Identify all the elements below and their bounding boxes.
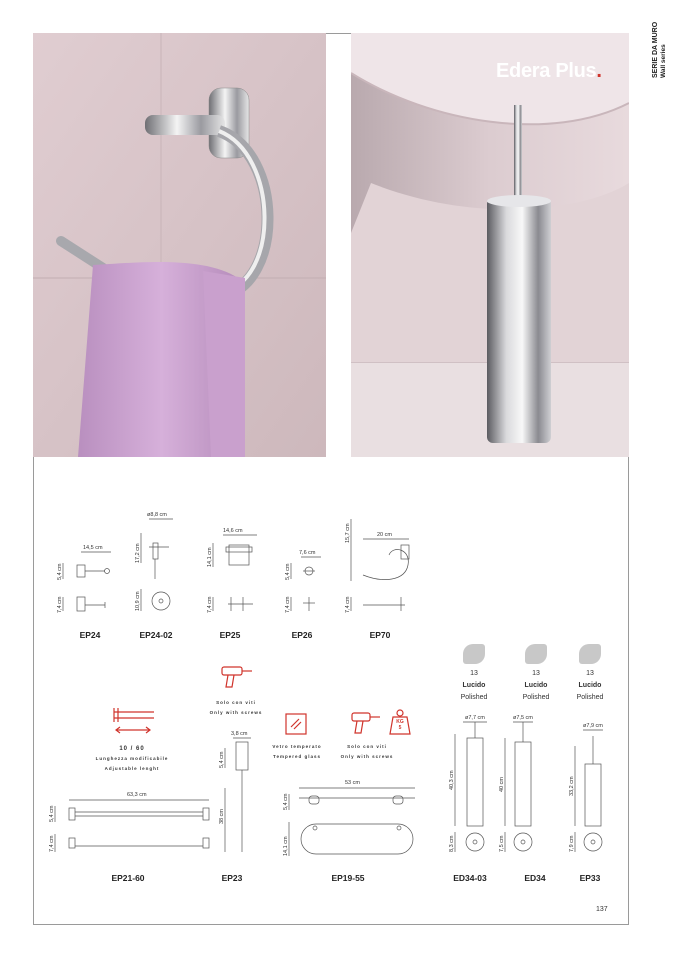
svg-text:5,4 cm: 5,4 cm	[219, 751, 225, 768]
finish-ed34-03: 13 Lucido Polished	[452, 644, 496, 704]
svg-text:7,4 cm: 7,4 cm	[285, 596, 291, 613]
finish-swatch	[463, 644, 485, 664]
adjustable-legend: 10 / 60 Lunghezza modificabile Adjustable lenght	[95, 746, 169, 771]
finish-swatch	[525, 644, 547, 664]
toilet-brush-photo	[351, 33, 629, 457]
code-ep33: EP33	[579, 873, 601, 883]
finish-ep33: 13 Lucido Polished	[568, 644, 612, 704]
svg-text:33,2 cm: 33,2 cm	[569, 776, 575, 796]
code-ed34: ED34	[524, 873, 546, 883]
svg-text:7,4 cm: 7,4 cm	[207, 596, 213, 613]
svg-text:7,9 cm: 7,9 cm	[569, 835, 575, 852]
svg-text:40,3 cm: 40,3 cm	[449, 770, 455, 790]
screws-legend-1: Solo con viti Only with screws	[209, 700, 263, 715]
svg-text:63,3 cm: 63,3 cm	[127, 792, 147, 798]
series-title: SERIE DA MURO	[652, 21, 659, 78]
brand-title: Edera Plus.	[496, 60, 602, 82]
svg-text:5,4 cm: 5,4 cm	[283, 793, 289, 810]
code-ep26: EP26	[291, 630, 313, 640]
code-ep70: EP70	[369, 630, 391, 640]
svg-text:7,4 cm: 7,4 cm	[57, 596, 63, 613]
code-ep23: EP23	[221, 873, 243, 883]
svg-text:53 cm: 53 cm	[345, 780, 360, 786]
svg-text:38 cm: 38 cm	[219, 809, 225, 824]
code-ep21-60: EP21-60	[111, 873, 145, 883]
svg-text:14,1 cm: 14,1 cm	[283, 836, 289, 856]
code-ep25: EP25	[219, 630, 241, 640]
page-number: 137	[596, 906, 608, 913]
side-tab	[648, 20, 670, 80]
towel-ring-photo	[33, 33, 326, 457]
svg-text:ø8,8 cm: ø8,8 cm	[147, 512, 167, 518]
code-ed34-03: ED34-03	[453, 873, 487, 883]
svg-text:ø7,7 cm: ø7,7 cm	[465, 715, 485, 721]
svg-text:8,3 cm: 8,3 cm	[449, 835, 455, 852]
code-ep19-55: EP19-55	[331, 873, 365, 883]
svg-text:5,4 cm: 5,4 cm	[49, 805, 55, 822]
svg-text:14,6 cm: 14,6 cm	[223, 528, 243, 534]
technical-drawings-row1	[33, 505, 629, 625]
code-ep24-02: EP24-02	[139, 630, 173, 640]
svg-text:10,9 cm: 10,9 cm	[135, 591, 141, 611]
svg-text:20 cm: 20 cm	[377, 532, 392, 538]
finish-swatch	[579, 644, 601, 664]
drill-icon	[220, 664, 254, 690]
svg-text:7,4 cm: 7,4 cm	[345, 596, 351, 613]
svg-text:40 cm: 40 cm	[499, 777, 505, 792]
weight-icon: KG 5	[388, 708, 412, 736]
svg-text:ø7,9 cm: ø7,9 cm	[583, 723, 603, 729]
svg-text:5,4 cm: 5,4 cm	[285, 563, 291, 580]
svg-text:5,4 cm: 5,4 cm	[57, 563, 63, 580]
svg-text:14,1 cm: 14,1 cm	[207, 547, 213, 567]
finish-ed34: 13 Lucido Polished	[514, 644, 558, 704]
series-subtitle: Wall series	[660, 44, 667, 78]
svg-text:15,7 cm: 15,7 cm	[345, 523, 351, 543]
technical-drawings-row2	[33, 712, 629, 872]
code-ep24: EP24	[79, 630, 101, 640]
glass-legend: Vetro temperato Tempered glass	[272, 744, 322, 759]
svg-text:7,4 cm: 7,4 cm	[49, 835, 55, 852]
svg-text:ø7,5 cm: ø7,5 cm	[513, 715, 533, 721]
svg-text:7,6 cm: 7,6 cm	[299, 550, 316, 556]
svg-text:3,8 cm: 3,8 cm	[231, 731, 248, 737]
svg-text:17,2 cm: 17,2 cm	[135, 543, 141, 563]
screws-legend-2: Solo con viti Only with screws	[340, 744, 394, 759]
svg-text:14,5 cm: 14,5 cm	[83, 545, 103, 551]
svg-text:7,5 cm: 7,5 cm	[499, 835, 505, 852]
